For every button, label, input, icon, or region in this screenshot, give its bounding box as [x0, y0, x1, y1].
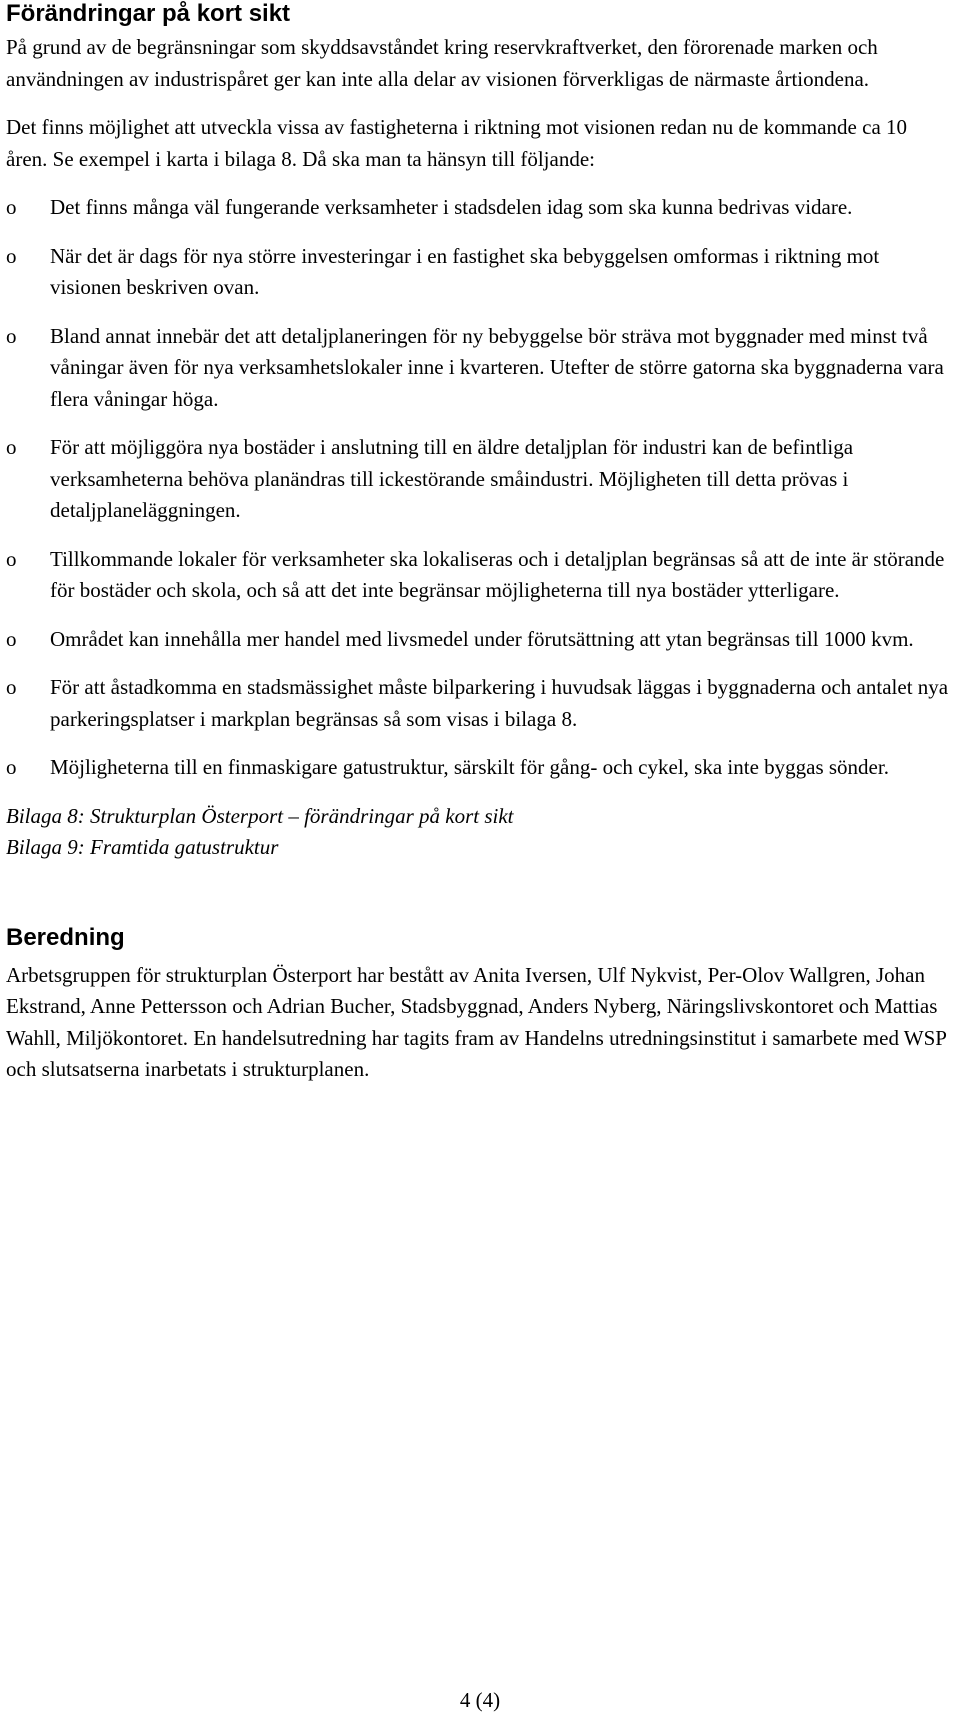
- list-item: [6, 624, 950, 656]
- list-bullet: o: [6, 243, 17, 268]
- consideration-list: [6, 192, 950, 784]
- list-item-text: Bland annat innebär det att detaljplaneringen för ny bebyggelse bör sträva mot byggnader med minst två våningar även för nya verksamhetslokaler inne i kvarteren. Utefter de större gatorna ska byggnaderna vara flera våningar höga.: [50, 323, 944, 411]
- list-bullet: o: [6, 323, 17, 348]
- list-bullet: o: [6, 675, 17, 699]
- list-bullet: o: [6, 195, 17, 219]
- beredning-paragraph: Arbetsgruppen för strukturplan Österport har bestått av Anita Iversen, Ulf Nykvist, Per-Olov Wallgren, Johan Ekstrand, Anne Pettersson och Adrian Bucher, Stadsbyggnad, Anders Nyberg, Näringslivskontoret och Mattias Wahll, Miljökontoret. En handelsutredning har tagits fram av Handelns utredningsinstitut i samarbete med WSP och slutsatserna inarbetats i strukturplanen.: [6, 962, 947, 1081]
- section-heading-beredning: Beredning: [6, 923, 125, 951]
- list-bullet: o: [6, 755, 17, 779]
- list-item: [6, 672, 950, 735]
- page-number: 4 (4): [459, 1688, 501, 1712]
- list-item-text: Möjligheterna till en finmaskigare gatustruktur, särskilt för gång- och cykel, ska inte byggas sönder.: [50, 755, 889, 779]
- list-item-text: Området kan innehålla mer handel med livsmedel under förutsättning att ytan begränsas till 1000 kvm.: [50, 626, 914, 651]
- list-item: [6, 752, 950, 784]
- list-item-text: När det är dags för nya större investeringar i en fastighet ska bebyggelsen omformas i riktning mot visionen beskriven ovan.: [50, 243, 880, 299]
- list-item-text: För att möjliggöra nya bostäder i anslutning till en äldre detaljplan för industri kan de befintliga verksamheterna behöva planändras till ickestörande småindustri. Möjligheten till detta prövas i detaljplaneläggningen.: [50, 435, 854, 522]
- attachment-item-bilaga-9: Bilaga 9: Framtida gatustruktur: [6, 835, 279, 859]
- list-bullet: o: [6, 435, 17, 459]
- list-item: [6, 544, 950, 607]
- list-bullet: o: [6, 546, 17, 571]
- list-item: [6, 241, 950, 304]
- list-item-text: Tillkommande lokaler för verksamheter ska lokaliseras och i detaljplan begränsas så att de inte är störande för bostäder och skola, och så att det inte begränsar möjligheterna till nya bostäder ytterligare.: [50, 546, 945, 602]
- document-page: [6, 0, 950, 1086]
- list-bullet: o: [6, 626, 17, 651]
- list-item-text: Det finns många väl fungerande verksamheter i stadsdelen idag som ska kunna bedrivas vidare.: [50, 195, 853, 219]
- intro-paragraph: På grund av de begränsningar som skyddsavståndet kring reservkraftverket, den förorenade marken och användningen av industrispåret ger kan inte alla delar av visionen förverkligas de närmaste årtiondena.: [6, 35, 878, 91]
- list-item: [6, 192, 950, 224]
- list-item-text: För att åstadkomma en stadsmässighet måste bilparkering i huvudsak läggas i byggnaderna och antalet nya parkeringsplatser i markplan begränsas så som visas i bilaga 8.: [50, 675, 949, 731]
- list-item: [6, 432, 950, 527]
- section-heading-forandringar: Förändringar på kort sikt: [6, 0, 291, 27]
- list-item: [6, 321, 950, 416]
- attachment-list: [6, 801, 950, 864]
- attachment-item-bilaga-8: Bilaga 8: Strukturplan Österport – förändringar på kort sikt: [6, 803, 514, 828]
- consideration-paragraph: Det finns möjlighet att utveckla vissa av fastigheterna i riktning mot visionen redan nu de kommande ca 10 åren. Se exempel i karta i bilaga 8. Då ska man ta hänsyn till följande:: [6, 115, 908, 171]
